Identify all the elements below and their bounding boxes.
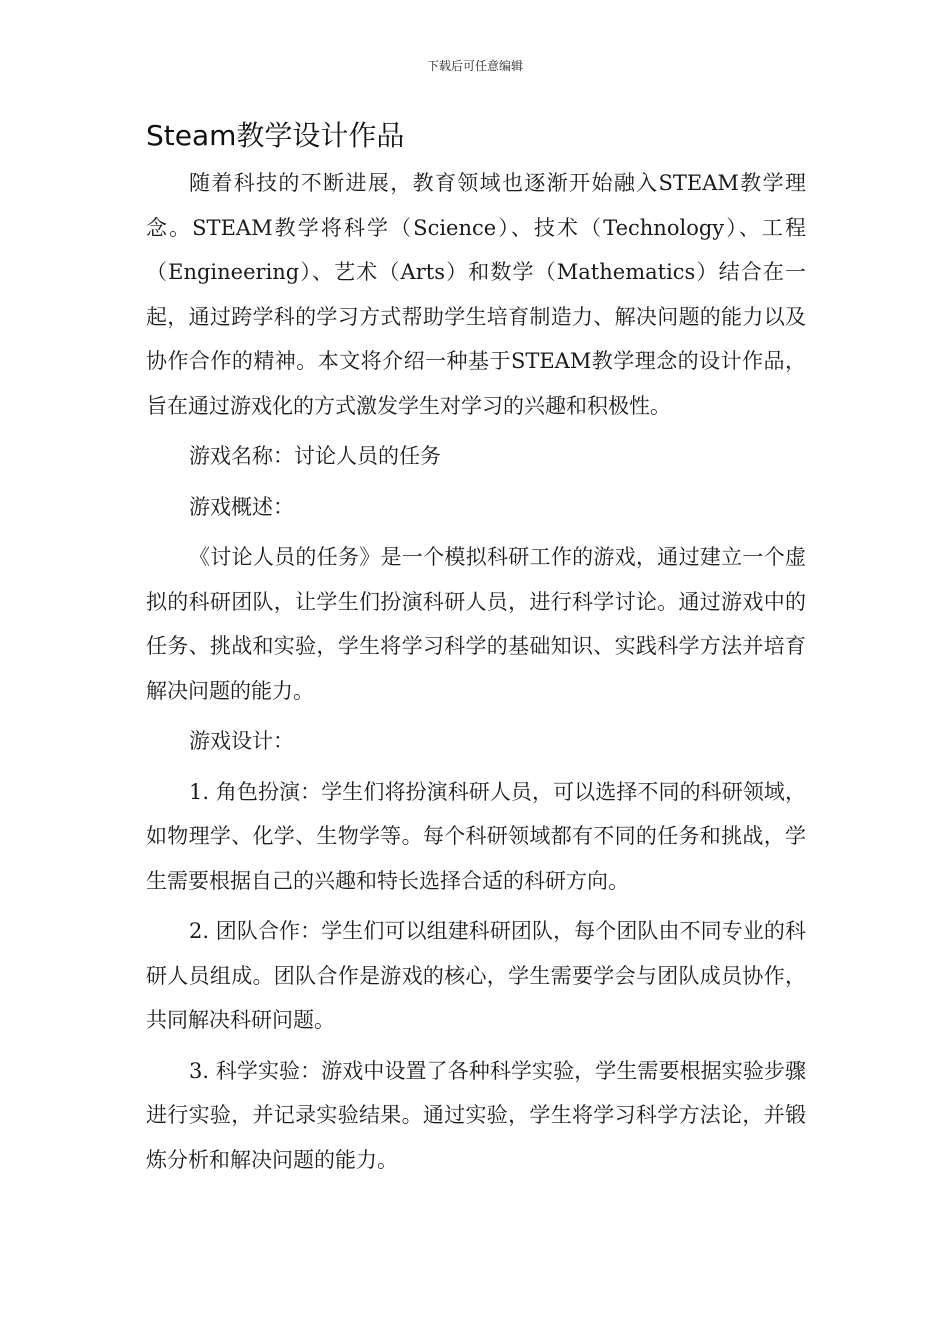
- intro-paragraph: 随着科技的不断进展，教育领域也逐渐开始融入STEAM教学理念。STEAM教学将科学（Science）、技术（Technology）、工程（Engineering）、艺术（Arts）和数学（Mathematics）结合在一起，通过跨学科的学习方式帮助学生培育制造力、解决问题的能力以及协作合作的精神。本文将介绍一种基于STEAM教学理念的设计作品，旨在通过游戏化的方式激发学生对学习的兴趣和积极性。: [146, 171, 806, 418]
- game-overview-heading: 游戏概述：: [189, 494, 294, 519]
- game-overview-paragraph: 《讨论人员的任务》是一个模拟科研工作的游戏，通过建立一个虚拟的科研团队，让学生们扮演科研人员，进行科学讨论。通过游戏中的任务、挑战和实验，学生将学习科学的基础知识、实践科学方法并培育解决问题的能力。: [146, 545, 806, 703]
- page-header-note: 下载后可任意编辑: [426, 59, 523, 73]
- document-title: Steam教学设计作品: [146, 119, 405, 152]
- design-item-teamwork: 2. 团队合作：学生们可以组建科研团队，每个团队由不同专业的科研人员组成。团队合作是游戏的核心，学生需要学会与团队成员协作，共同解决科研问题。: [146, 919, 806, 1032]
- game-name-line: 游戏名称：讨论人员的任务: [189, 444, 441, 468]
- design-item-role-play: 1. 角色扮演：学生们将扮演科研人员，可以选择不同的科研领域，如物理学、化学、生物学等。每个科研领域都有不同的任务和挑战，学生需要根据自己的兴趣和特长选择合适的科研方向。: [146, 779, 806, 893]
- game-design-heading: 游戏设计：: [189, 729, 294, 753]
- document-body: [146, 161, 806, 1182]
- design-item-experiments: 3. 科学实验：游戏中设置了各种科学实验，学生需要根据实验步骤进行实验，并记录实验结果。通过实验，学生将学习科学方法论，并锻炼分析和解决问题的能力。: [146, 1058, 806, 1172]
